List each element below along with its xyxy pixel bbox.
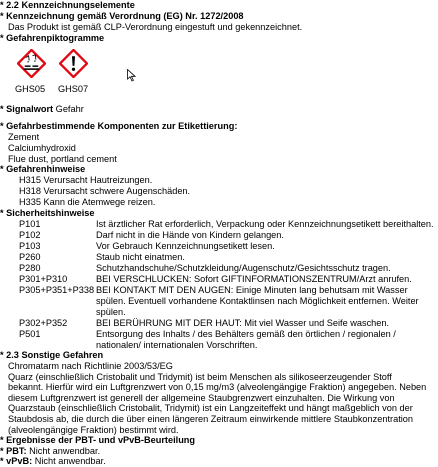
ghs05-label: GHS05 bbox=[15, 84, 46, 94]
other-hazards-line: diesem Luftgrenzwert ist generell der allgemeine Staubgrenzwert einzuhalten. Die Wirkung von bbox=[8, 392, 395, 403]
signal-word: * Signalwort Gefahr bbox=[0, 104, 84, 114]
p-code: P302+P352 bbox=[19, 318, 68, 328]
hazard-statement: H318 Verursacht schwere Augenschäden. bbox=[19, 186, 191, 196]
regulation-text: Das Produkt ist gemäß CLP-Verordnung eingestuft und gekennzeichnet. bbox=[8, 22, 303, 32]
p-code: P103 bbox=[19, 241, 41, 251]
component-item: Calciumhydroxid bbox=[8, 143, 76, 153]
other-hazards-line: Quarz (einschließlich Cristobalit und Tridymit) ist beim Menschen als silikoseerzeugender Stoff bbox=[8, 371, 392, 382]
p-code: P101 bbox=[19, 219, 41, 229]
p-text: BEI VERSCHLUCKEN: Sofort GIFTINFORMATIONSZENTRUM/Arzt anrufen. bbox=[96, 274, 412, 284]
pbt-result: * PBT: Nicht anwendbar. bbox=[0, 445, 101, 456]
other-hazards-line: (alveolengängige Fraktion) bestimmt wird. bbox=[8, 424, 179, 435]
p-text: Darf nicht in die Hände von Kindern gelangen. bbox=[96, 230, 284, 240]
precautionary-statements-title: * Sicherheitshinweise bbox=[0, 208, 95, 218]
p-code: P501 bbox=[19, 329, 41, 339]
p-text: Ist ärztlicher Rat erforderlich, Verpackung oder Kennzeichnungsetikett bereithalten. bbox=[96, 219, 434, 229]
exclamation-icon bbox=[59, 49, 88, 78]
hazard-statement: H315 Verursacht Hautreizungen. bbox=[19, 175, 153, 185]
pictograms-title: * Gefahrenpiktogramme bbox=[0, 33, 105, 43]
other-hazards-line: Chromatarm nach Richtlinie 2003/53/EG bbox=[8, 361, 173, 371]
other-hazards-line: Quarzstaub (einschließlich Cristobalit, Tridymit) ist ein Langzeiteffekt und hängt maßgeblich von der bbox=[8, 403, 413, 414]
section-2-3-heading: * 2.3 Sonstige Gefahren bbox=[0, 350, 104, 360]
p-text: spülen. bbox=[96, 307, 126, 317]
hazard-statement: H335 Kann die Atemwege reizen. bbox=[19, 197, 156, 207]
p-text: nationalen/ internationalen Vorschriften. bbox=[96, 340, 258, 350]
p-text: Schutzhandschuhe/Schutzkleidung/Augenschutz/Gesichtsschutz tragen. bbox=[96, 263, 391, 273]
vpvb-result: * vPvB: Nicht anwendbar. bbox=[0, 456, 106, 467]
other-hazards-line: bekannt. Hierfür wird ein Luftgrenzwert von 0,15 mg/m3 (alveolengängige Fraktion) angegeben. Neben bbox=[8, 382, 427, 393]
regulation-title: * Kennzeichnung gemäß Verordnung (EG) Nr. 1272/2008 bbox=[0, 11, 244, 21]
p-text: Staub nicht einatmen. bbox=[96, 252, 185, 262]
components-title: * Gefahrbestimmende Komponenten zur Etikettierung: bbox=[0, 121, 238, 131]
other-hazards-line: Staubdosis ab, die durch die über einen längeren Zeitraum einwirkende mittlere Staubkonzentration bbox=[8, 414, 414, 424]
p-code: P305+P351+P338 bbox=[19, 285, 95, 295]
p-text: Vor Gebrauch Kennzeichnungsetikett lesen. bbox=[96, 241, 275, 251]
p-code: P301+P310 bbox=[19, 274, 68, 284]
p-code: P280 bbox=[19, 263, 41, 273]
mouse-cursor-icon bbox=[127, 69, 136, 82]
p-text: BEI KONTAKT MIT DEN AUGEN: Einige Minuten lang behutsam mit Wasser bbox=[96, 285, 408, 295]
hazard-statements-title: * Gefahrenhinweise bbox=[0, 164, 86, 174]
p-code: P102 bbox=[19, 230, 41, 240]
p-text: spülen. Eventuell vorhandene Kontaktlinsen nach Möglichkeit entfernen. Weiter bbox=[96, 296, 419, 306]
pbt-assessment-title: * Ergebnisse der PBT- und vPvB-Beurteilung bbox=[0, 435, 196, 446]
ghs07-label: GHS07 bbox=[58, 84, 89, 94]
p-text: Entsorgung des Inhalts / des Behälters gemäß den örtlichen / regionalen / bbox=[96, 329, 396, 339]
p-code: P260 bbox=[19, 252, 41, 262]
corrosion-icon bbox=[17, 49, 46, 78]
section-2-2-heading: * 2.2 Kennzeichnungselemente bbox=[0, 0, 135, 10]
component-item: Flue dust, portland cement bbox=[8, 154, 117, 164]
p-text: BEI BERÜHRUNG MIT DER HAUT: Mit viel Wasser und Seife waschen. bbox=[96, 318, 390, 328]
component-item: Zement bbox=[8, 132, 40, 142]
